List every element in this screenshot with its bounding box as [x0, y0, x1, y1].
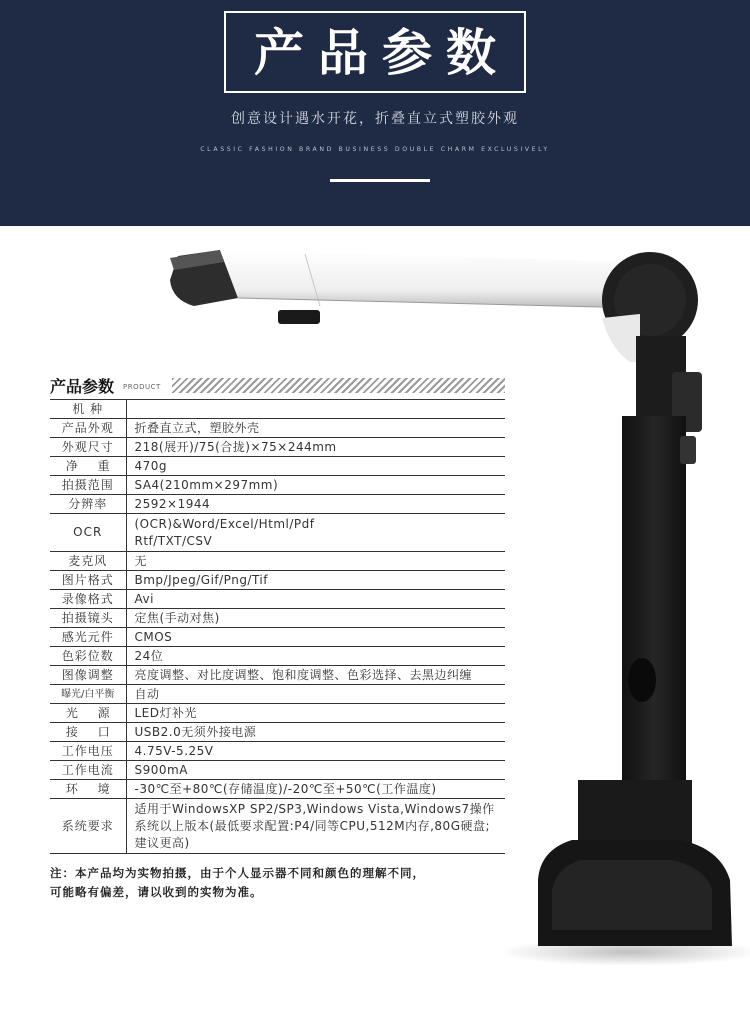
spec-key: 接 口 — [50, 723, 126, 742]
spec-value: 470g — [126, 457, 505, 476]
table-row — [50, 742, 505, 761]
spec-value-line: 系统以上版本(最低要求配置:P4/同等CPU,512M内存,80G硬盘; — [134, 818, 491, 833]
spec-key: 系统要求 — [50, 799, 126, 854]
spec-value: USB2.0无须外接电源 — [126, 723, 505, 742]
table-row — [50, 666, 505, 685]
table-row — [50, 571, 505, 590]
spec-key: 光 源 — [50, 704, 126, 723]
spec-value: 24位 — [126, 647, 505, 666]
table-row — [50, 419, 505, 438]
spec-key: 分辨率 — [50, 495, 126, 514]
spec-table — [50, 399, 505, 854]
spec-key: 录像格式 — [50, 590, 126, 609]
table-row — [50, 609, 505, 628]
note-line: 可能略有偏差，请以收到的实物为准。 — [50, 885, 263, 899]
spec-value: S900mA — [126, 761, 505, 780]
spec-value: 2592×1944 — [126, 495, 505, 514]
note-line: 注：本产品均为实物拍摄，由于个人显示器不同和颜色的理解不同， — [50, 866, 425, 880]
spec-value: -30℃至+80℃(存储温度)/-20℃至+50℃(工作温度) — [126, 780, 505, 799]
table-row — [50, 438, 505, 457]
spec-key: 拍摄镜头 — [50, 609, 126, 628]
spec-key: 拍摄范围 — [50, 476, 126, 495]
spec-key: 净 重 — [50, 457, 126, 476]
table-row — [50, 761, 505, 780]
table-row — [50, 780, 505, 799]
spec-value: 无 — [126, 552, 505, 571]
table-row — [50, 400, 505, 419]
spec-key: 外观尺寸 — [50, 438, 126, 457]
spec-key: OCR — [50, 514, 126, 552]
spec-value — [126, 400, 505, 419]
spec-value: 4.75V-5.25V — [126, 742, 505, 761]
spec-value: Avi — [126, 590, 505, 609]
spec-value: 亮度调整、对比度调整、饱和度调整、色彩选择、去黑边纠缠 — [126, 666, 505, 685]
spec-key: 图像调整 — [50, 666, 126, 685]
spec-value-line: 建议更高) — [134, 835, 190, 850]
spec-key: 色彩位数 — [50, 647, 126, 666]
spec-value-line: Rtf/TXT/CSV — [134, 533, 213, 548]
spec-key: 工作电压 — [50, 742, 126, 761]
table-row — [50, 628, 505, 647]
params-heading: 产品参数 — [50, 377, 115, 396]
spec-key: 机 种 — [50, 400, 126, 419]
spec-key: 感光元件 — [50, 628, 126, 647]
spec-key: 环 境 — [50, 780, 126, 799]
page-title: 产品参数 — [254, 24, 510, 82]
table-row — [50, 495, 505, 514]
table-row — [50, 457, 505, 476]
table-row — [50, 685, 505, 704]
disclaimer-note — [50, 864, 510, 902]
spec-value: SA4(210mm×297mm) — [126, 476, 505, 495]
banner-subtitle-en: CLASSIC FASHION BRAND BUSINESS DOUBLE CHARM EXCLUSIVELY — [200, 146, 550, 153]
banner-divider — [330, 179, 430, 182]
spec-value: 定焦(手动对焦) — [126, 609, 505, 628]
spec-value: 折叠直立式，塑胶外壳 — [126, 419, 505, 438]
header-banner — [0, 0, 750, 226]
table-row — [50, 590, 505, 609]
table-row — [50, 704, 505, 723]
spec-value — [126, 799, 505, 854]
banner-subtitle: 创意设计遇水开花，折叠直立式塑胶外观 — [231, 111, 519, 127]
heading-hatch-decoration — [172, 378, 505, 393]
table-row — [50, 647, 505, 666]
spec-value: 自动 — [126, 685, 505, 704]
spec-value — [126, 514, 505, 552]
spec-value-line: 适用于WindowsXP SP2/SP3,Windows Vista,Windows7操作 — [134, 801, 495, 816]
table-row — [50, 723, 505, 742]
table-row — [50, 552, 505, 571]
spec-value: 218(展开)/75(合拢)×75×244mm — [126, 438, 505, 457]
spec-key: 产品外观 — [50, 419, 126, 438]
spec-key: 曝光/白平衡 — [50, 685, 126, 704]
params-heading-en: PRODUCT — [123, 383, 161, 391]
spec-value: Bmp/Jpeg/Gif/Png/Tif — [126, 571, 505, 590]
table-row — [50, 514, 505, 552]
title-frame — [224, 11, 526, 93]
table-row — [50, 799, 505, 854]
spec-key: 麦克风 — [50, 552, 126, 571]
spec-key: 图片格式 — [50, 571, 126, 590]
spec-key: 工作电流 — [50, 761, 126, 780]
spec-value-line: (OCR)&Word/Excel/Html/Pdf — [134, 516, 315, 531]
spec-value: CMOS — [126, 628, 505, 647]
spec-value: LED灯补光 — [126, 704, 505, 723]
table-row — [50, 476, 505, 495]
